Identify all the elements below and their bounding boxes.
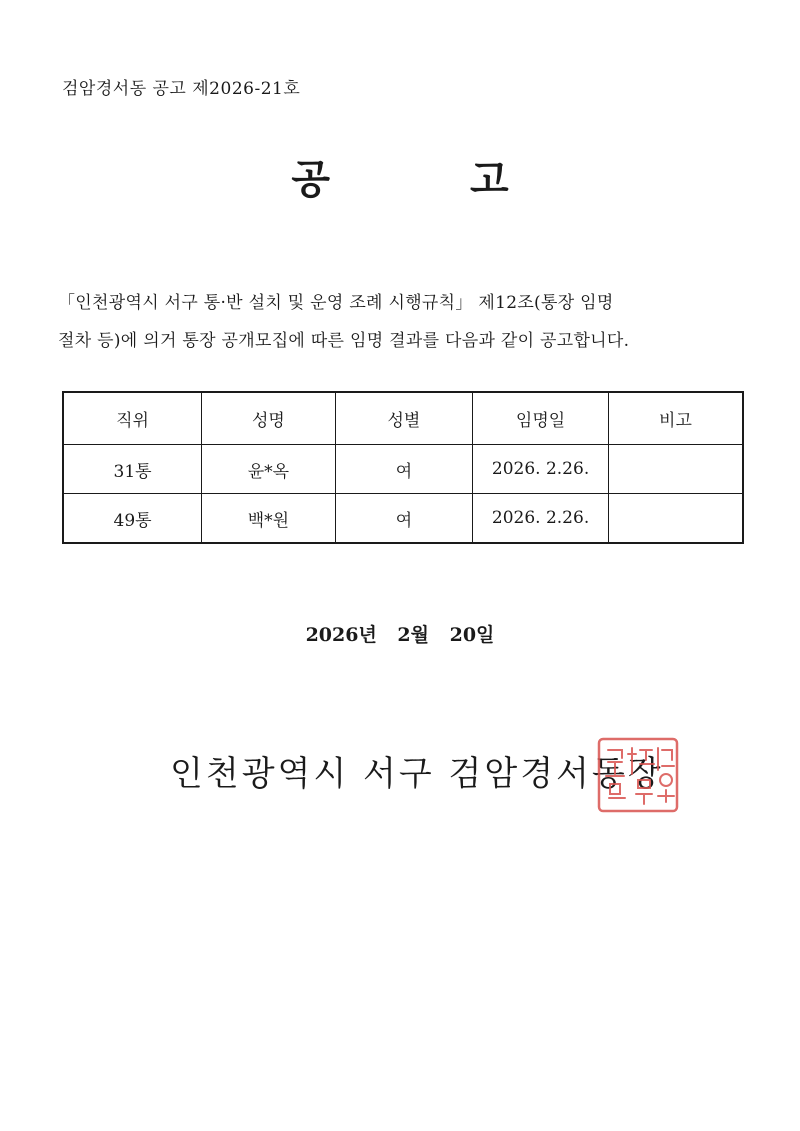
table-header-row bbox=[63, 392, 743, 445]
appointment-table bbox=[62, 391, 744, 544]
cell-name: 윤*옥 bbox=[202, 445, 336, 494]
title-char-2: 고 bbox=[470, 156, 509, 203]
header-name: 성명 bbox=[202, 392, 336, 445]
document-title bbox=[0, 148, 800, 205]
body-line-2: 절차 등)에 의거 통장 공개모집에 따른 임명 결과를 다음과 같이 공고합니다. bbox=[58, 331, 630, 351]
cell-remarks bbox=[608, 494, 743, 544]
notice-number: 검암경서동 공고 제2026-21호 bbox=[62, 79, 301, 99]
cell-gender: 여 bbox=[335, 445, 473, 494]
issuer-name: 인천광역시 서구 검암경서동장 bbox=[170, 754, 664, 794]
table-row bbox=[63, 494, 743, 544]
header-gender: 성별 bbox=[335, 392, 473, 445]
official-seal-stamp bbox=[596, 736, 680, 814]
body-line-1: 「인천광역시 서구 통·반 설치 및 운영 조례 시행규칙」 제12조(통장 임명 bbox=[58, 293, 614, 313]
cell-position: 31통 bbox=[63, 445, 202, 494]
cell-remarks bbox=[608, 445, 743, 494]
cell-gender: 여 bbox=[335, 494, 473, 544]
title-char-1: 공 bbox=[291, 156, 330, 203]
notice-body bbox=[58, 284, 748, 360]
cell-appointment-date: 2026. 2.26. bbox=[473, 494, 609, 544]
cell-position: 49통 bbox=[63, 494, 202, 544]
cell-name: 백*원 bbox=[202, 494, 336, 544]
header-remarks: 비고 bbox=[608, 392, 743, 445]
cell-appointment-date: 2026. 2.26. bbox=[473, 445, 609, 494]
header-position: 직위 bbox=[63, 392, 202, 445]
table-row bbox=[63, 445, 743, 494]
header-appointment-date: 임명일 bbox=[473, 392, 609, 445]
notice-date: 2026년 2월 20일 bbox=[305, 624, 495, 646]
